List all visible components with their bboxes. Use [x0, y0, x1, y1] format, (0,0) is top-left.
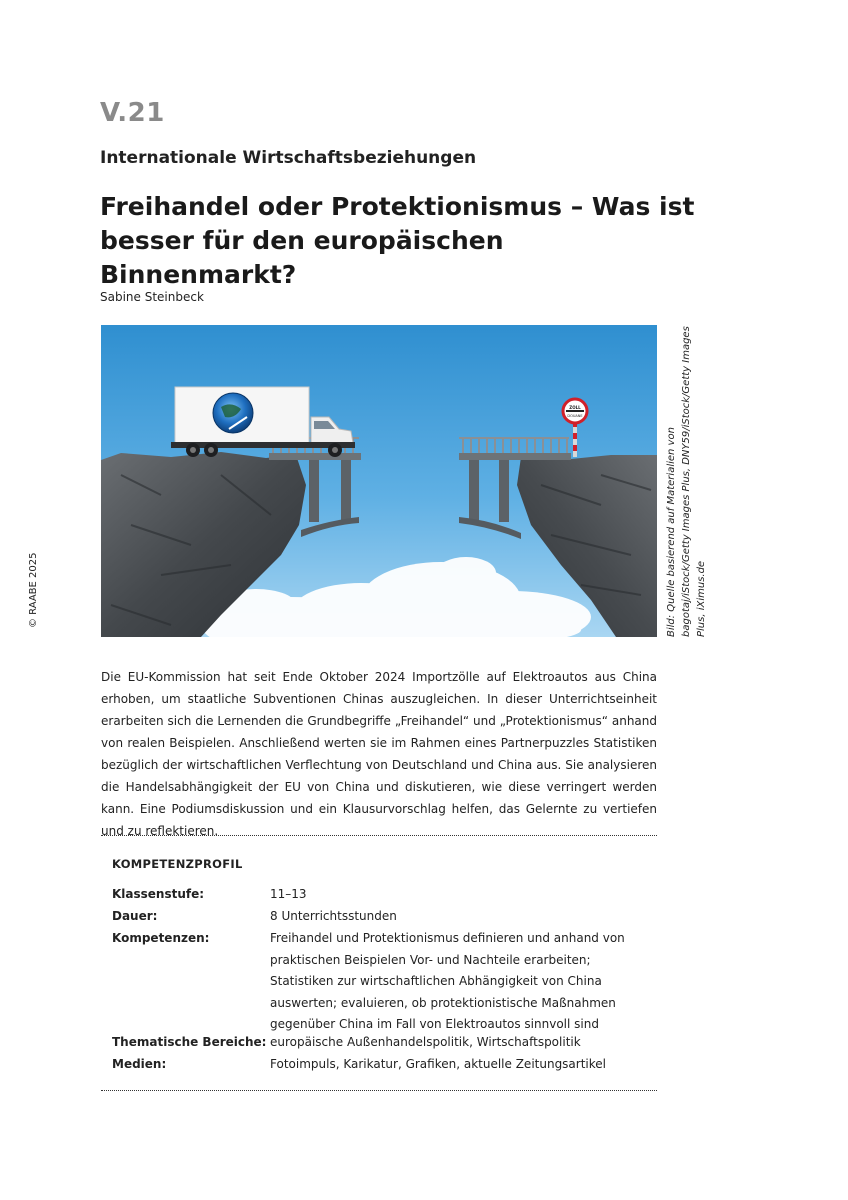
profile-label: Medien: — [112, 1057, 167, 1071]
profile-value: europäische Außenhandelspolitik, Wirtschaftspolitik — [270, 1035, 581, 1049]
profile-label: Thematische Bereiche: — [112, 1035, 267, 1049]
profile-label: Klassenstufe: — [112, 887, 205, 901]
copyright-note: © RAABE 2025 — [28, 552, 39, 628]
divider-bottom — [101, 1090, 657, 1091]
section-title: Internationale Wirtschaftsbeziehungen — [100, 148, 477, 168]
profile-heading: KOMPETENZPROFIL — [112, 857, 243, 871]
sign-text-top: ZOLL — [569, 405, 581, 410]
hero-image — [101, 325, 657, 637]
author: Sabine Steinbeck — [100, 290, 204, 304]
profile-value: 8 Unterrichtsstunden — [270, 909, 397, 923]
profile-value: Freihandel und Protektionismus definieren und anhand von praktischen Beispielen Vor- und Nachteile erarbeiten; Statistiken zur wirtschaftlichen Abhängigkeit von China auswerten; evaluieren, ob protektionistische Maßnahmen gegenüber China im Fall von Elektroautos sinnvoll sind — [270, 931, 625, 1031]
profile-value: Fotoimpuls, Karikatur, Grafiken, aktuelle Zeitungsartikel — [270, 1057, 606, 1071]
bridge-illustration — [101, 325, 657, 637]
unit-number: V.21 — [100, 98, 165, 128]
profile-label: Dauer: — [112, 909, 158, 923]
page-title: Freihandel oder Protektionismus – Was ist besser für den europäischen Binnenmarkt? — [100, 192, 695, 289]
sign-text-bottom: DOUANE — [567, 414, 583, 418]
profile-value: 11–13 — [270, 887, 307, 901]
divider-top — [101, 835, 657, 836]
image-credit: Bild: Quelle basierend auf Materialien von bagotaj/iStock/Getty Images Plus, DNY59/iStock/Getty Images Plus, iXimus.de — [666, 326, 707, 637]
profile-label: Kompetenzen: — [112, 931, 210, 945]
intro-paragraph: Die EU-Kommission hat seit Ende Oktober 2024 Importzölle auf Elektroautos aus China erhoben, um staatliche Subventionen Chinas auszugleichen. In dieser Unterrichtseinheit erarbeiten sich die Lernenden die Grundbegriffe „Freihandel“ und „Protektionismus“ anhand von realen Beispielen. Anschließend werten sie im Rahmen eines Partnerpuzzles Statistiken bezüglich der wirtschaftlichen Verflechtung von Deutschland und China aus. Sie analysieren die Handelsabhängigkeit der EU von China und diskutieren, wie diese verringert werden kann. Eine Podiumsdiskussion und ein Klausurvorschlag helfen, das Gelernte zu vertiefen und zu reflektieren. — [101, 670, 657, 838]
